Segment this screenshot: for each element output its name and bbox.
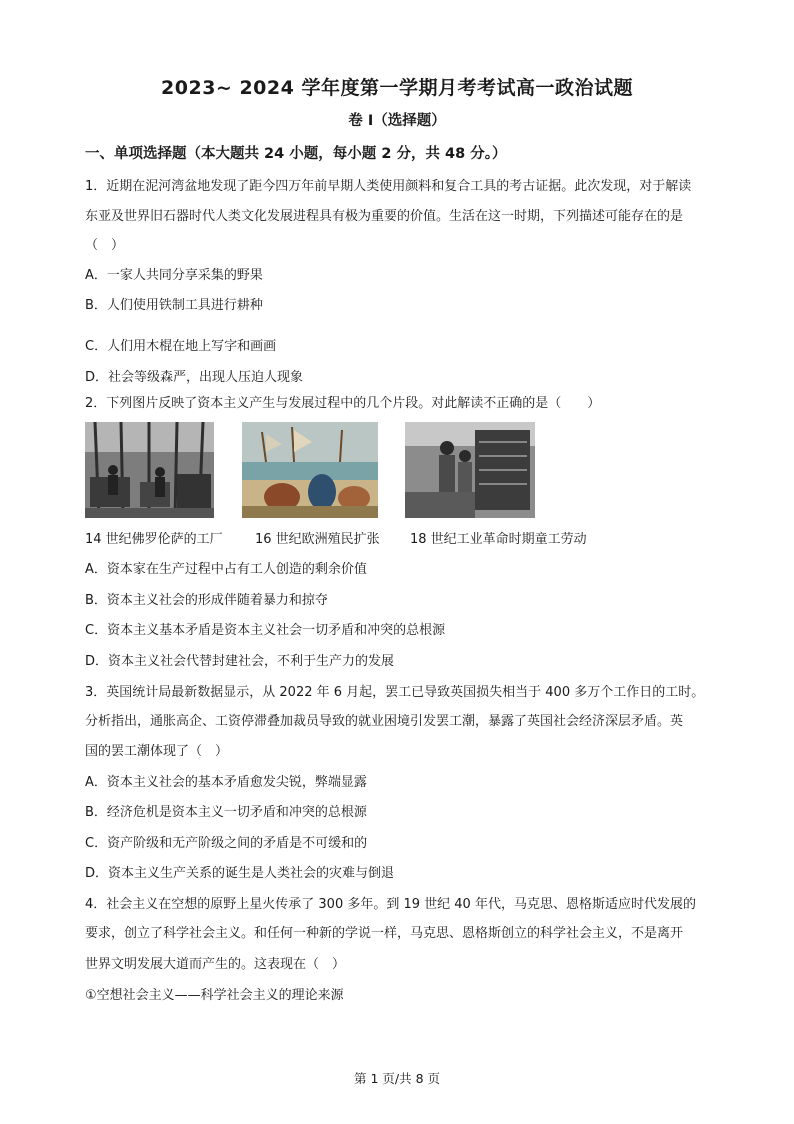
q3-stem-line3: 国的罢工潮体现了（ ） <box>85 744 229 759</box>
section-heading: 一、单项选择题（本大题共 24 小题，每小题 2 分，共 48 分。） <box>85 146 507 162</box>
q2-option-c: C．资本主义基本矛盾是资本主义社会一切矛盾和冲突的总根源 <box>85 623 446 638</box>
page-number: 第 1 页/共 8 页 <box>353 1071 440 1086</box>
q1-stem-line1: 1．近期在泥河湾盆地发现了距今四万年前早期人类使用颜料和复合工具的考古证据。此次发现，对于解读 <box>85 179 692 194</box>
q2-option-a: A．资本家在生产过程中占有工人创造的剩余价值 <box>85 562 367 577</box>
photo-florence-factory <box>85 422 214 518</box>
image-caption-1: 14 世纪佛罗伦萨的工厂 <box>85 532 223 547</box>
q2-option-b: B．资本主义社会的形成伴随着暴力和掠夺 <box>85 593 328 608</box>
q3-stem-line2: 分析指出，通胀高企、工资停滞叠加裁员导致的就业困境引发罢工潮，暴露了英国社会经济深层矛盾。英 <box>85 714 684 729</box>
q1-stem-line3: （ ） <box>85 238 125 253</box>
q1-stem-line2: 东亚及世界旧石器时代人类文化发展进程具有极为重要的价值。生活在这一时期，下列描述可能存在的是 <box>85 209 684 224</box>
q4-stem-line3: 世界文明发展大道而产生的。这表现在（ ） <box>85 957 346 972</box>
painting-european-colonial-expansion <box>242 422 378 518</box>
photo-child-labor-industrial-revolution <box>405 422 535 518</box>
volume-heading: 卷 I（选择题） <box>348 113 446 129</box>
exam-title: 2023~ 2024 学年度第一学期月考考试高一政治试题 <box>161 77 633 99</box>
q2-stem: 2．下列图片反映了资本主义产生与发展过程中的几个片段。对此解读不正确的是（ ） <box>85 396 601 411</box>
q4-stem-line1: 4．社会主义在空想的原野上星火传承了 300 多年。到 19 世纪 40 年代，马克思、恩格斯适应时代发展的 <box>85 897 696 912</box>
q3-stem-line1: 3．英国统计局最新数据显示，从 2022 年 6 月起，罢工已导致英国损失相当于 400 多万个工作日的工时。 <box>85 685 705 700</box>
q3-option-c: C．资产阶级和无产阶级之间的矛盾是不可缓和的 <box>85 836 368 851</box>
q3-option-d: D．资本主义生产关系的诞生是人类社会的灾难与倒退 <box>85 866 395 881</box>
image-caption-2: 16 世纪欧洲殖民扩张 <box>255 532 380 547</box>
q3-option-b: B．经济危机是资本主义一切矛盾和冲突的总根源 <box>85 805 367 820</box>
q3-option-a: A．资本主义社会的基本矛盾愈发尖锐，弊端显露 <box>85 775 367 790</box>
q2-option-d: D．资本主义社会代替封建社会，不利于生产力的发展 <box>85 654 395 669</box>
q1-option-b: B．人们使用铁制工具进行耕种 <box>85 298 263 313</box>
q1-option-d: D．社会等级森严，出现人压迫人现象 <box>85 370 304 385</box>
q4-stem-line2: 要求，创立了科学社会主义。和任何一种新的学说一样，马克思、恩格斯创立的科学社会主义，不是离开 <box>85 926 684 941</box>
q1-option-a: A．一家人共同分享采集的野果 <box>85 268 263 283</box>
image-caption-3: 18 世纪工业革命时期童工劳动 <box>410 532 587 547</box>
q4-option-1: ①空想社会主义——科学社会主义的理论来源 <box>85 988 344 1003</box>
q1-option-c: C．人们用木棍在地上写字和画画 <box>85 339 277 354</box>
